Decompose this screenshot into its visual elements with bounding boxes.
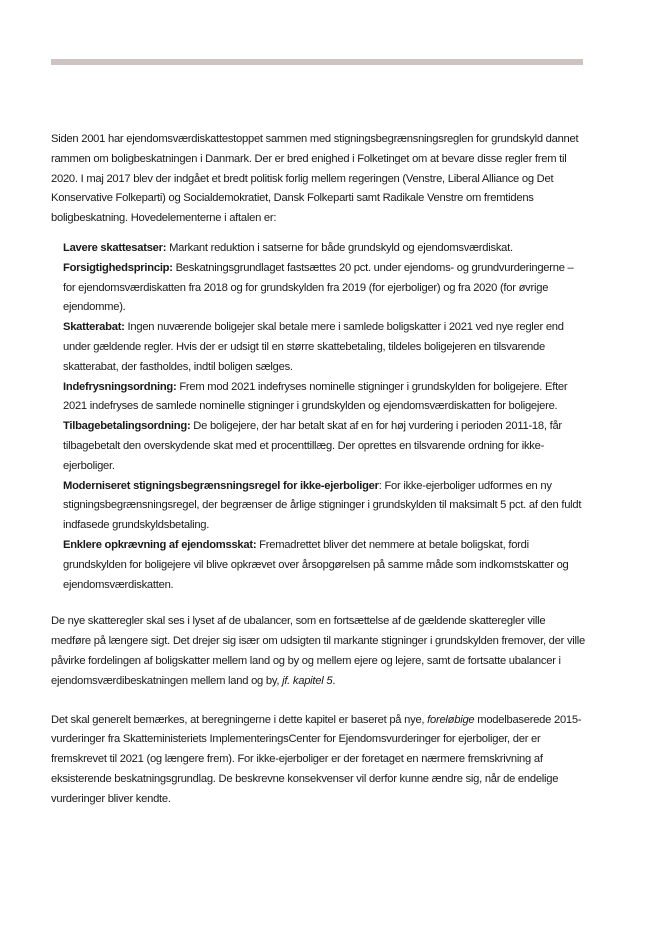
item-term: Lavere skattesatser: (63, 241, 167, 254)
chapter-reference: jf. kapitel 5 (282, 674, 333, 687)
list-item (63, 477, 587, 536)
list-item (63, 378, 587, 418)
methodology-paragraph (51, 711, 587, 810)
item-text: Beskatningsgrundlaget fastsættes 20 pct. under ejendoms- og grundvurderingerne – for ejendomsværdiskatten fra 2018 og for grundskylden fra 2019 (for ejerboliger) og fra 2020 (for øvrige ejendomme). (63, 261, 574, 314)
agreement-elements-list (51, 239, 587, 595)
item-text: : For ikke-ejerboliger udformes en ny stigningsbegrænsningsregel, der begrænser de årlige stigninger i grundskylden til maksimalt 5 pct. af den fuldt indfasede grundskyldsbetaling. (63, 479, 582, 532)
item-text: Ingen nuværende boligejer skal betale mere i samlede boligskatter i 2021 ved nye regler end under gældende regler. Hvis der er udsigt til en større skattebetaling, tildeles boligejeren en tilsvarende skatterabat, der fastholdes, indtil boligen sælges. (63, 321, 564, 373)
item-text: Markant reduktion i satserne for både grundskyld og ejendomsværdiskat. (166, 241, 513, 254)
header-rule (51, 59, 583, 65)
paragraph-text: De nye skatteregler skal ses i lyset af de ubalancer, som en fortsættelse af de gældende skatteregler ville medføre på længere sigt. Det drejer sig især om udsigten til markante stigninger i grundskylden fremover, der ville påvirke fordelingen af boligskatter mellem land og by og mellem ejere og lejere, samt de fortsatte ubalancer i ejendomsværdibeskatningen mellem land og by, (51, 615, 585, 687)
emphasis-text: foreløbige (427, 713, 475, 726)
list-item (63, 417, 587, 476)
item-text: De boligejere, der har betalt skat af en for høj vurdering i perioden 2011-18, får tilbagebetalt den overskydende skat med et procenttillæg. Der oprettes en tilsvarende ordning for ikke-ejerboliger. (63, 420, 562, 472)
item-term: Enklere opkrævning af ejendomsskat: (63, 538, 257, 551)
paragraph-text: Det skal generelt bemærkes, at beregningerne i dette kapitel er baseret på nye, (51, 713, 428, 726)
item-term: Tilbagebetalingsordning: (63, 420, 191, 433)
item-term: Forsigtighedsprincip: (63, 261, 173, 274)
item-text: Fremadrettet bliver det nemmere at betale boligskat, fordi grundskylden for boligejere vil blive opkrævet over årsopgørelsen på samme måde som indkomstskatter og ejendomsværdiskatten. (63, 538, 569, 591)
list-item (63, 536, 587, 595)
item-term: Skatterabat: (63, 321, 125, 334)
list-item (63, 259, 587, 318)
intro-paragraph: Siden 2001 har ejendomsværdiskattestoppet sammen med stigningsbegrænsningsreglen for grundskyld dannet rammen om boligbeskatningen i Danmark. Der er bred enighed i Folketinget om at bevare disse regler frem til 2020. I maj 2017 blev der indgået et bredt politisk forlig mellem regeringen (Venstre, Liberal Alliance og Det Konservative Folkeparti) og Socialdemokratiet, Dansk Folkeparti samt Radikale Venstre om fremtidens boligbeskatning. Hovedelementerne i aftalen er: (51, 133, 579, 225)
context-paragraph (51, 612, 587, 691)
paragraph-text: modelbaserede 2015-vurderinger fra Skatteministeriets ImplementeringsCenter for Ejendomsvurderinger for ejerboliger, der er fremskrevet til 2021 (og længere frem). For ikke-ejerboliger er der foretaget en nærmere fremskrivning af eksisterende beskatningsgrundlag. De beskrevne konsekvenser vil derfor kunne ændre sig, når de endelige vurderinger bliver kendte. (51, 713, 582, 805)
item-term: Indefrysningsordning: (63, 380, 177, 393)
document-body (51, 130, 587, 829)
list-item (63, 318, 587, 377)
item-text: Frem mod 2021 indefryses nominelle stigninger i grundskylden for boligejere. Efter 2021 indefryses de samlede nominelle stigninger i grundskylden og ejendomsværdiskatten for boligejere. (63, 380, 568, 413)
paragraph-end: . (332, 674, 336, 687)
list-item (63, 239, 587, 259)
item-term: Moderniseret stigningsbegrænsningsregel for ikke-ejerboliger (63, 479, 379, 492)
